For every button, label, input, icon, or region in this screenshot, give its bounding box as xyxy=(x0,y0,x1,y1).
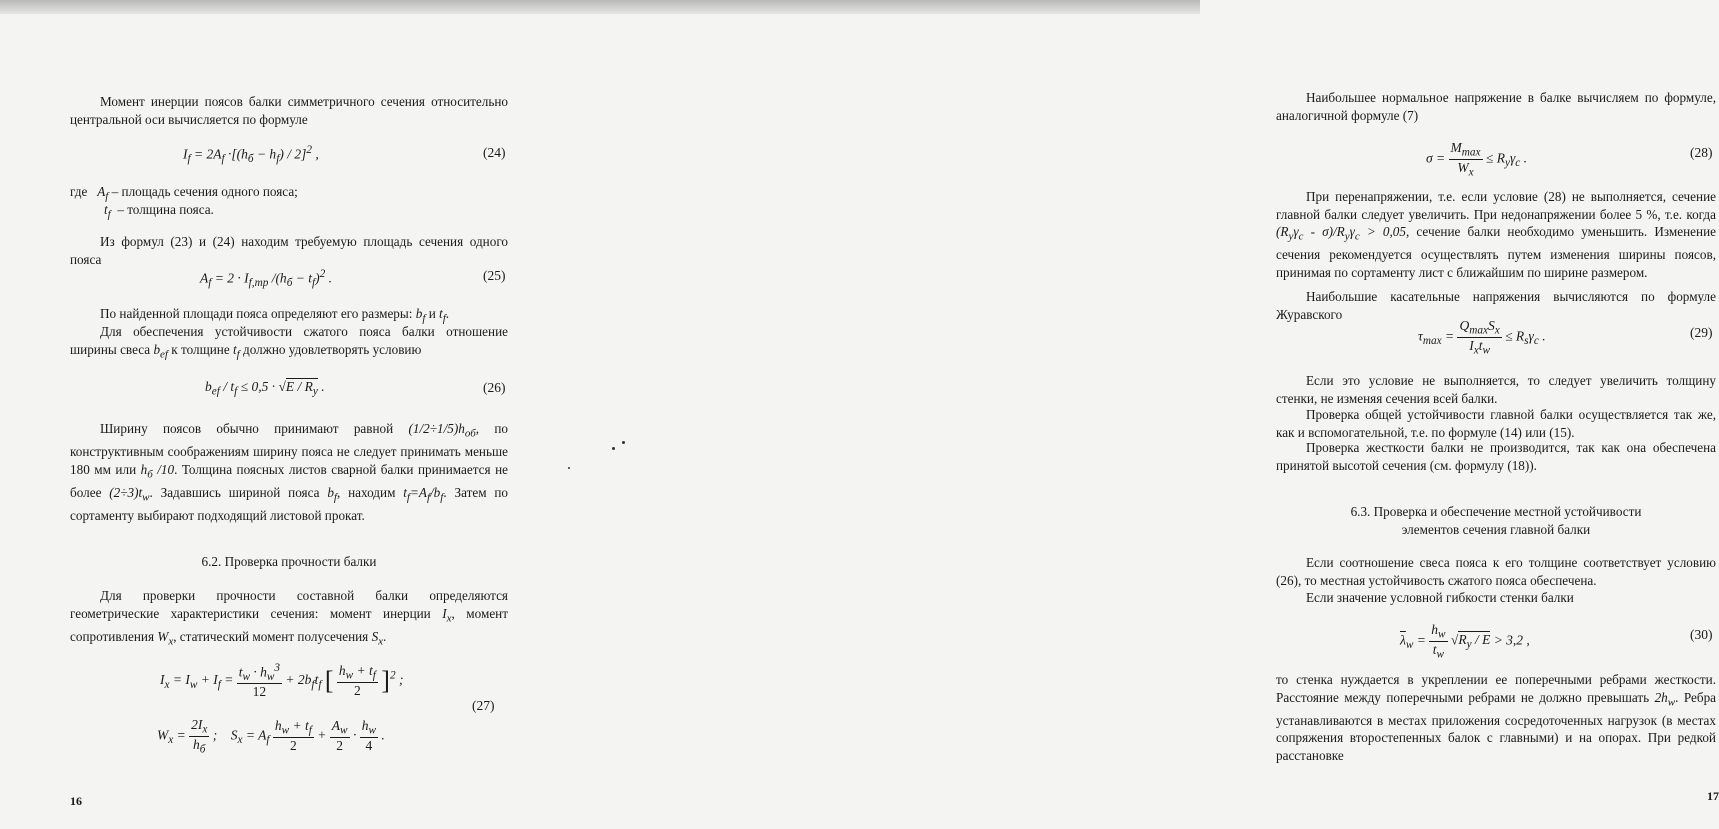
formula-number: (29) xyxy=(1690,325,1713,340)
legend-line: $t_f$ – толщина пояса. xyxy=(104,202,214,221)
formula-number: (28) xyxy=(1690,145,1713,160)
paragraph: При перенапряжении, т.е. если условие (28) не выполняется, сечение главной балки следует увеличить. При недонапряжении более 5 %, т.е. когда $(R_y\gamma_c - \sigma)/R_y\gamma_c > 0,05$, сечение балки необходимо уменьшить. Изменение сечения рекомендуется осуществлять путем изменения ширины поясов, принимая по сортаменту лист с ближайшим по ширине размером. xyxy=(1276,189,1716,280)
formula-30: $\overline{\lambda}_w$ = $\frac{h_w}{t_w}$ $√R_y / E > 3,2$ , xyxy=(1400,622,1530,661)
paragraph: По найденной площади пояса определяют его размеры: $b_f$ и $t_f$. xyxy=(100,306,450,325)
page-number: 16 xyxy=(70,794,82,808)
paragraph: Наибольшее нормальное напряжение в балке вычисляем по формуле, аналогичной формуле (7) xyxy=(1276,90,1716,123)
formula-26: $b_{ef} / t_f \le 0,5 \cdot √E / R_y$ . xyxy=(205,379,325,398)
formula-number: (26) xyxy=(483,380,506,395)
paragraph: Если значение условной гибкости стенки балки xyxy=(1306,590,1574,605)
formula-number: (25) xyxy=(483,268,506,283)
scan-speck xyxy=(612,447,615,450)
left-page xyxy=(0,0,600,829)
scan-speck xyxy=(568,467,570,469)
section-heading: элементов сечения главной балки xyxy=(1401,522,1591,537)
formula-27a: $I_x = I_w + I_f$ = $\frac{t_w \cdot h_w^3}{12}$ + $2b_ft_f$ [ $\frac{h_w + t_f}{2}$ ]$^2$ ; xyxy=(160,662,404,700)
paragraph: Проверка жесткости балки не производится, так как она обеспечена принятой высотой сечения (см. формулу (18)). xyxy=(1276,440,1716,473)
formula-25: $A_f = 2 \cdot I_{f,тр}$ $/(h_б - t_f)^2$ . xyxy=(200,268,332,290)
paragraph: Ширину поясов обычно принимают равной $(1/2\div 1/5)h_{об}$, по конструктивным соображениям ширину пояса не следует принимать меньше 180 мм или $h_б$ /10. Толщина поясных листов сварной балки принимается не более $(2\div 3)t_w$. Задавшись шириной пояса $b_f$, находим $t_f=A_f/b_f$. Затем по сортаменту выбирают подходящий листовой прокат. xyxy=(70,421,509,523)
formula-number: (30) xyxy=(1690,627,1713,642)
paragraph: Из формул (23) и (24) находим требуемую площадь сечения одного пояса xyxy=(70,234,508,267)
legend-line: где $A_f$ – площадь сечения одного пояса; xyxy=(70,184,298,203)
paragraph: Если это условие не выполняется, то следует увеличить толщину стенки, не изменяя сечения всей балки. xyxy=(1276,373,1716,406)
formula-24: $I_f = 2A_f \cdot[(h_б - h_f) / 2]^2$ , xyxy=(183,144,319,166)
formula-28: σ = $M_{max}$ $W_x$ ≤ $R_y\gamma_c$ . xyxy=(1426,140,1528,179)
section-heading: 6.3. Проверка и обеспечение местной устойчивости xyxy=(1350,504,1642,519)
page-number: 17 xyxy=(1707,789,1719,803)
paragraph: Проверка общей устойчивости главной балки осуществляется так же, как и вспомогательной, т.е. по формуле (14) или (15). xyxy=(1276,407,1716,440)
scan-speck xyxy=(622,441,625,444)
paragraph: Для проверки прочности составной балки определяются геометрические характеристики сечения: момент инерции $I_x$, момент сопротивления $W_x$, статический момент полусечения $S_x$. xyxy=(70,588,508,648)
formula-number: (24) xyxy=(483,145,506,160)
paragraph: Момент инерции поясов балки симметричного сечения относительно центральной оси вычисляется по формуле xyxy=(70,94,508,127)
paragraph: Если соотношение свеса пояса к его толщине соответствует условию (26), то местная устойчивость сжатого пояса обеспечена. xyxy=(1276,555,1716,588)
paragraph: то стенка нуждается в укреплении ее поперечными ребрами жесткости. Расстояние между поперечными ребрами не должно превышать $2h_w$. Ребра устанавливаются в местах приложения сосредоточенных нагрузок (в местах сопряжения второстепенных балок с главными) и на опорах. При редкой расстановке xyxy=(1276,672,1717,763)
right-page xyxy=(600,0,1719,829)
section-heading: 6.2. Проверка прочности балки xyxy=(201,554,377,569)
formula-number: (27) xyxy=(472,698,495,713)
paragraph: Для обеспечения устойчивости сжатого пояса балки отношение ширины свеса $b_{ef}$ к толщине $t_f$ должно удовлетворять условию xyxy=(70,324,508,361)
formula-27b: $W_x$ = $2I_x$ $h_б$ ; $S_x = A_f$ $\frac{h_w + t_f}{2}$ + $\frac{A_w}{2}$ · $\frac{h_w}{4}$ . xyxy=(157,717,385,756)
formula-29: $\tau_{max}$ = $Q_{max}S_x$ $I_xt_w$ ≤ $R_s\gamma_c$ . xyxy=(1418,318,1546,357)
paragraph: Наибольшие касательные напряжения вычисляются по формуле Журавского xyxy=(1276,289,1716,322)
